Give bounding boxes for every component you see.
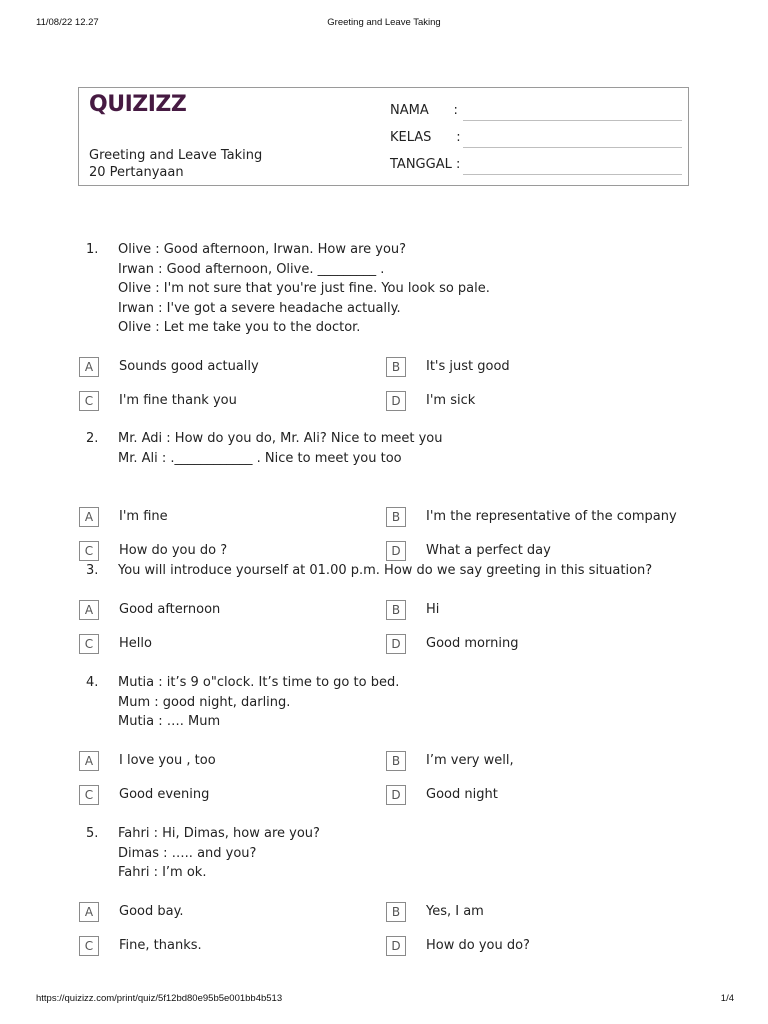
option-letter-box: B xyxy=(386,357,406,377)
option-text: I'm fine thank you xyxy=(119,393,237,408)
question-line: You will introduce yourself at 01.00 p.m. How do we say greeting in this situation? xyxy=(118,563,653,578)
option-text: How do you do? xyxy=(426,938,530,953)
option-text: Good evening xyxy=(119,787,210,802)
option-letter-box: C xyxy=(79,634,99,654)
option-letter-box: D xyxy=(386,634,406,654)
option-a[interactable] xyxy=(79,357,379,377)
question-line: Fahri : I’m ok. xyxy=(118,865,207,880)
question-line: Fahri : Hi, Dimas, how are you? xyxy=(118,826,320,841)
option-c[interactable] xyxy=(79,634,379,654)
option-text: I'm fine xyxy=(119,509,168,524)
option-letter-box: C xyxy=(79,785,99,805)
question-text xyxy=(118,240,490,338)
class-line xyxy=(463,147,682,148)
question-number: 1. xyxy=(86,242,99,257)
quiz-title: Greeting and Leave Taking xyxy=(89,148,263,163)
option-text: Hello xyxy=(119,636,152,651)
option-letter-box: A xyxy=(79,600,99,620)
option-text: Sounds good actually xyxy=(119,359,259,374)
question-line: Olive : Let me take you to the doctor. xyxy=(118,320,361,335)
question-line: Olive : I'm not sure that you're just fine. You look so pale. xyxy=(118,281,490,296)
option-a[interactable] xyxy=(79,507,379,527)
question-number: 2. xyxy=(86,431,99,446)
option-b[interactable] xyxy=(386,357,686,377)
class-field[interactable] xyxy=(390,130,682,150)
option-text: I'm the representative of the company xyxy=(426,509,677,524)
option-text: Good night xyxy=(426,787,498,802)
question-line: Mr. Adi : How do you do, Mr. Ali? Nice to meet you xyxy=(118,431,443,446)
option-text: I'm sick xyxy=(426,393,476,408)
option-d[interactable] xyxy=(386,785,686,805)
class-label: KELAS : xyxy=(390,130,461,145)
option-letter-box: A xyxy=(79,507,99,527)
option-a[interactable] xyxy=(79,600,379,620)
quiz-header-box xyxy=(78,87,689,186)
option-letter-box: A xyxy=(79,902,99,922)
option-c[interactable] xyxy=(79,936,379,956)
date-field[interactable] xyxy=(390,157,682,177)
option-c[interactable] xyxy=(79,785,379,805)
option-letter-box: D xyxy=(386,785,406,805)
option-text: Hi xyxy=(426,602,440,617)
option-c[interactable] xyxy=(79,541,379,561)
option-a[interactable] xyxy=(79,751,379,771)
option-d[interactable] xyxy=(386,634,686,654)
option-letter-box: D xyxy=(386,541,406,561)
option-text: I love you , too xyxy=(119,753,216,768)
option-text: It's just good xyxy=(426,359,510,374)
option-text: Good morning xyxy=(426,636,519,651)
option-text: Yes, I am xyxy=(426,904,484,919)
option-text: Good afternoon xyxy=(119,602,221,617)
question-line: Mum : good night, darling. xyxy=(118,694,291,710)
print-url: https://quizizz.com/print/quiz/5f12bd80e95b5e001bb4b513 xyxy=(36,993,283,1004)
question-number: 5. xyxy=(86,826,99,841)
option-d[interactable] xyxy=(386,391,686,411)
question-line: Mutia : …. Mum xyxy=(118,714,221,729)
question-line: Irwan : I've got a severe headache actually. xyxy=(118,300,401,316)
option-letter-box: D xyxy=(386,936,406,956)
option-letter-box: D xyxy=(386,391,406,411)
question-line: Mr. Ali : .____________ . Nice to meet you too xyxy=(118,450,402,466)
question-line: Mutia : it’s 9 o"clock. It’s time to go to bed. xyxy=(118,675,400,690)
option-letter-box: B xyxy=(386,902,406,922)
option-text: What a perfect day xyxy=(426,543,551,558)
option-b[interactable] xyxy=(386,507,686,527)
option-letter-box: A xyxy=(79,357,99,377)
option-a[interactable] xyxy=(79,902,379,922)
option-b[interactable] xyxy=(386,751,686,771)
question-line: Dimas : ….. and you? xyxy=(118,845,257,861)
option-letter-box: C xyxy=(79,936,99,956)
option-text: I’m very well, xyxy=(426,753,514,768)
option-letter-box: C xyxy=(79,391,99,411)
option-text: How do you do ? xyxy=(119,543,228,558)
question-text xyxy=(118,561,652,581)
question-count: 20 Pertanyaan xyxy=(89,165,184,180)
page-number: 1/4 xyxy=(720,993,734,1004)
option-b[interactable] xyxy=(386,600,686,620)
option-text: Fine, thanks. xyxy=(119,938,202,953)
question-line: Irwan : Good afternoon, Olive. _________ . xyxy=(118,261,385,277)
option-text: Good bay. xyxy=(119,904,184,919)
question-line: Olive : Good afternoon, Irwan. How are you? xyxy=(118,242,407,257)
option-d[interactable] xyxy=(386,936,686,956)
print-datetime: 11/08/22 12.27 xyxy=(36,17,99,28)
question-text xyxy=(118,673,399,732)
option-letter-box: B xyxy=(386,507,406,527)
name-label: NAMA : xyxy=(390,103,458,118)
option-d[interactable] xyxy=(386,541,686,561)
quizizz-logo: QUIZIZZ xyxy=(89,92,187,117)
option-letter-box: B xyxy=(386,600,406,620)
print-title: Greeting and Leave Taking xyxy=(327,17,441,28)
print-footer xyxy=(0,993,768,1007)
option-letter-box: A xyxy=(79,751,99,771)
print-header xyxy=(0,17,768,31)
name-line xyxy=(463,120,682,121)
question-text xyxy=(118,824,320,883)
question-text xyxy=(118,429,442,468)
option-letter-box: C xyxy=(79,541,99,561)
option-letter-box: B xyxy=(386,751,406,771)
date-label: TANGGAL : xyxy=(390,157,461,172)
date-line xyxy=(463,174,682,175)
question-number: 4. xyxy=(86,675,99,690)
name-field[interactable] xyxy=(390,103,682,123)
question-number: 3. xyxy=(86,563,99,578)
option-b[interactable] xyxy=(386,902,686,922)
option-c[interactable] xyxy=(79,391,379,411)
